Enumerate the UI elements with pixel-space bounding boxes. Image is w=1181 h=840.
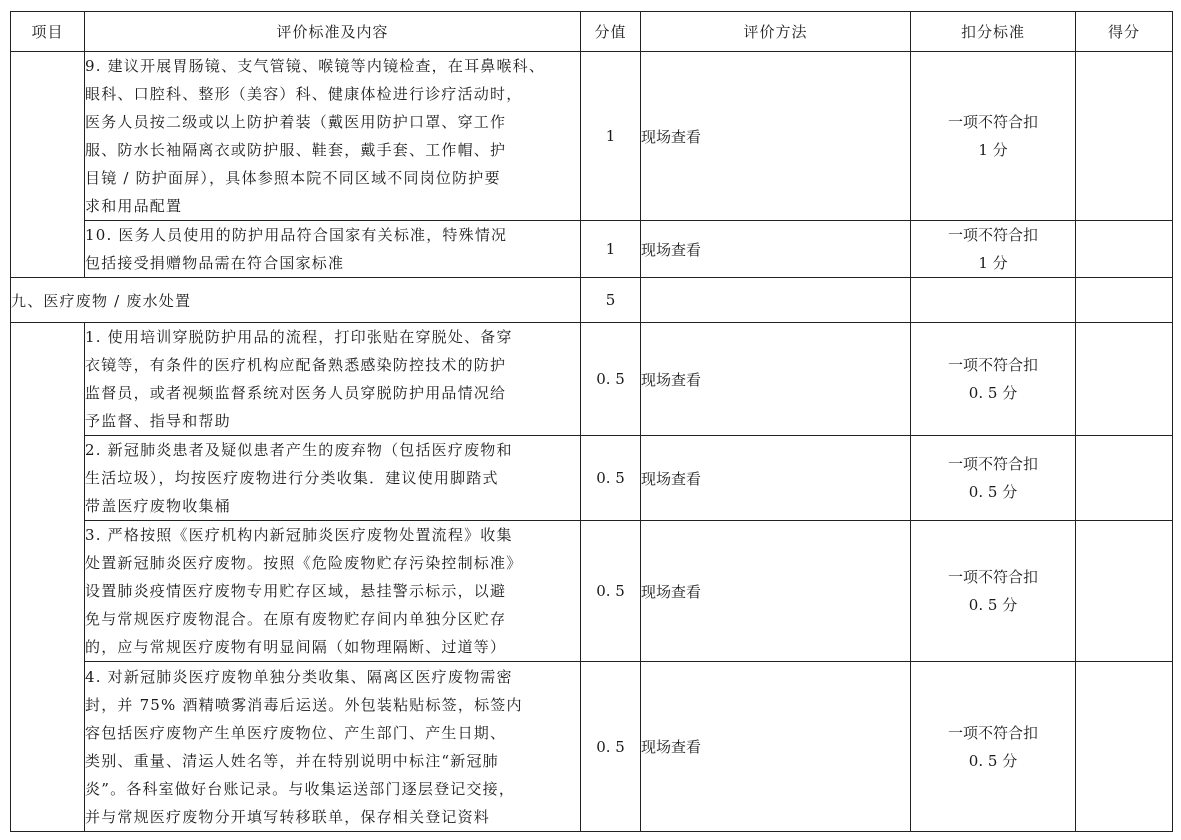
method-cell: 现场查看 bbox=[641, 436, 911, 521]
deduction-cell bbox=[911, 436, 1076, 521]
criteria-line: 监督员，或者视频监督系统对医务人员穿脱防护用品情况给 bbox=[85, 384, 507, 402]
evaluation-table bbox=[10, 11, 1173, 832]
criteria-cell bbox=[85, 521, 581, 662]
criteria-line: 生活垃圾），均按医疗废物进行分类收集．建议使用脚踏式 bbox=[85, 469, 499, 487]
item-cell-empty bbox=[11, 323, 85, 832]
criteria-line: 予监督、指导和帮助 bbox=[85, 412, 231, 430]
criteria-line: 封，并 75% 酒精喷雾消毒后运送。外包装粘贴标签，标签内 bbox=[85, 695, 523, 714]
criteria-line: 眼科、口腔科、整形（美容）科、健康体检进行诊疗活动时， bbox=[85, 85, 523, 103]
criteria-line: 2. 新冠肺炎患者及疑似患者产生的废弃物（包括医疗废物和 bbox=[85, 441, 513, 459]
method-cell: 现场查看 bbox=[641, 323, 911, 436]
score-cell: 1 bbox=[581, 221, 641, 278]
criteria-cell bbox=[85, 436, 581, 521]
obtained-cell bbox=[1076, 436, 1173, 521]
criteria-cell bbox=[85, 662, 581, 832]
criteria-line: 医务人员按二级或以上防护着装（戴医用防护口罩、穿工作 bbox=[85, 113, 507, 131]
table-row bbox=[11, 221, 1173, 278]
deduction-cell bbox=[911, 521, 1076, 662]
deduction-cell bbox=[911, 662, 1076, 832]
criteria-line: 容包括医疗废物产生单医疗废物位、产生部门、产生日期、 bbox=[85, 723, 507, 742]
header-obtained: 得分 bbox=[1076, 12, 1173, 52]
obtained-cell bbox=[1076, 521, 1173, 662]
criteria-line: 炎”。各科室做好台账记录。与收集运送部门逐层登记交接， bbox=[85, 779, 516, 798]
score-cell: 0. 5 bbox=[581, 436, 641, 521]
criteria-cell bbox=[85, 52, 581, 221]
deduction-cell bbox=[911, 323, 1076, 436]
deduction-line: 一项不符合扣 bbox=[947, 113, 1038, 131]
table-row bbox=[11, 52, 1173, 221]
table-row bbox=[11, 323, 1173, 436]
criteria-line: 带盖医疗废物收集桶 bbox=[85, 497, 231, 515]
header-item: 项目 bbox=[11, 12, 85, 52]
method-cell: 现场查看 bbox=[641, 662, 911, 832]
criteria-line: 并与常规医疗废物分开填写转移联单，保存相关登记资料 bbox=[85, 807, 491, 826]
criteria-line: 求和用品配置 bbox=[85, 197, 183, 215]
deduction-line: 一项不符合扣 bbox=[947, 356, 1038, 374]
deduction-line: 一项不符合扣 bbox=[947, 455, 1038, 473]
section-row bbox=[11, 278, 1173, 323]
criteria-line: 衣镜等，有条件的医疗机构应配备熟悉感染防控技术的防护 bbox=[85, 356, 507, 374]
table-row bbox=[11, 436, 1173, 521]
header-criteria: 评价标准及内容 bbox=[85, 12, 581, 52]
deduction-line: 0. 5 分 bbox=[968, 596, 1018, 614]
obtained-cell bbox=[1076, 323, 1173, 436]
deduction-line: 一项不符合扣 bbox=[947, 226, 1038, 244]
obtained-cell bbox=[1076, 221, 1173, 278]
criteria-cell bbox=[85, 221, 581, 278]
obtained-cell bbox=[1076, 662, 1173, 832]
deduction-cell bbox=[911, 52, 1076, 221]
method-cell: 现场查看 bbox=[641, 521, 911, 662]
criteria-line: 包括接受捐赠物品需在符合国家标准 bbox=[85, 254, 345, 272]
score-cell: 1 bbox=[581, 52, 641, 221]
criteria-line: 3. 严格按照《医疗机构内新冠肺炎医疗废物处置流程》收集 bbox=[85, 526, 513, 544]
table-row bbox=[11, 521, 1173, 662]
deduction-line: 1 分 bbox=[978, 141, 1008, 159]
criteria-line: 设置肺炎疫情医疗废物专用贮存区域，悬挂警示标示，以避 bbox=[85, 582, 507, 600]
deduction-line: 1 分 bbox=[978, 254, 1008, 272]
criteria-line: 1. 使用培训穿脱防护用品的流程，打印张贴在穿脱处、备穿 bbox=[85, 328, 513, 346]
criteria-line: 9. 建议开展胃肠镜、支气管镜、喉镜等内镜检查，在耳鼻喉科、 bbox=[85, 57, 546, 75]
score-cell: 0. 5 bbox=[581, 521, 641, 662]
obtained-cell bbox=[1076, 278, 1173, 323]
criteria-line: 免与常规医疗废物混合。在原有废物贮存间内单独分区贮存 bbox=[85, 610, 507, 628]
header-deduction: 扣分标准 bbox=[911, 12, 1076, 52]
deduction-cell bbox=[911, 278, 1076, 323]
deduction-line: 一项不符合扣 bbox=[947, 723, 1038, 742]
header-row bbox=[11, 12, 1173, 52]
criteria-line: 服、防水长袖隔离衣或防护服、鞋套，戴手套、工作帽、护 bbox=[85, 141, 507, 159]
deduction-line: 0. 5 分 bbox=[968, 483, 1018, 501]
header-score: 分值 bbox=[581, 12, 641, 52]
item-cell-empty bbox=[11, 52, 85, 278]
deduction-cell bbox=[911, 221, 1076, 278]
section-score: 5 bbox=[581, 278, 641, 323]
deduction-line: 0. 5 分 bbox=[968, 384, 1018, 402]
criteria-line: 10. 医务人员使用的防护用品符合国家有关标准，特殊情况 bbox=[85, 226, 508, 244]
method-cell: 现场查看 bbox=[641, 52, 911, 221]
section-title: 九、医疗废物 / 废水处置 bbox=[11, 278, 581, 323]
obtained-cell bbox=[1076, 52, 1173, 221]
criteria-cell bbox=[85, 323, 581, 436]
header-method: 评价方法 bbox=[641, 12, 911, 52]
criteria-line: 目镜 / 防护面屏），具体参照本院不同区域不同岗位防护要 bbox=[85, 169, 501, 187]
criteria-line: 4. 对新冠肺炎医疗废物单独分类收集、隔离区医疗废物需密 bbox=[85, 667, 513, 686]
criteria-line: 类别、重量、清运人姓名等，并在特别说明中标注“新冠肺 bbox=[85, 751, 499, 770]
method-cell bbox=[641, 278, 911, 323]
deduction-line: 一项不符合扣 bbox=[947, 568, 1038, 586]
table-row bbox=[11, 662, 1173, 832]
deduction-line: 0. 5 分 bbox=[968, 751, 1018, 770]
criteria-line: 处置新冠肺炎医疗废物。按照《危险废物贮存污染控制标准》 bbox=[85, 554, 523, 572]
score-cell: 0. 5 bbox=[581, 662, 641, 832]
score-cell: 0. 5 bbox=[581, 323, 641, 436]
criteria-line: 的，应与常规医疗废物有明显间隔（如物理隔断、过道等） bbox=[85, 638, 507, 656]
method-cell: 现场查看 bbox=[641, 221, 911, 278]
